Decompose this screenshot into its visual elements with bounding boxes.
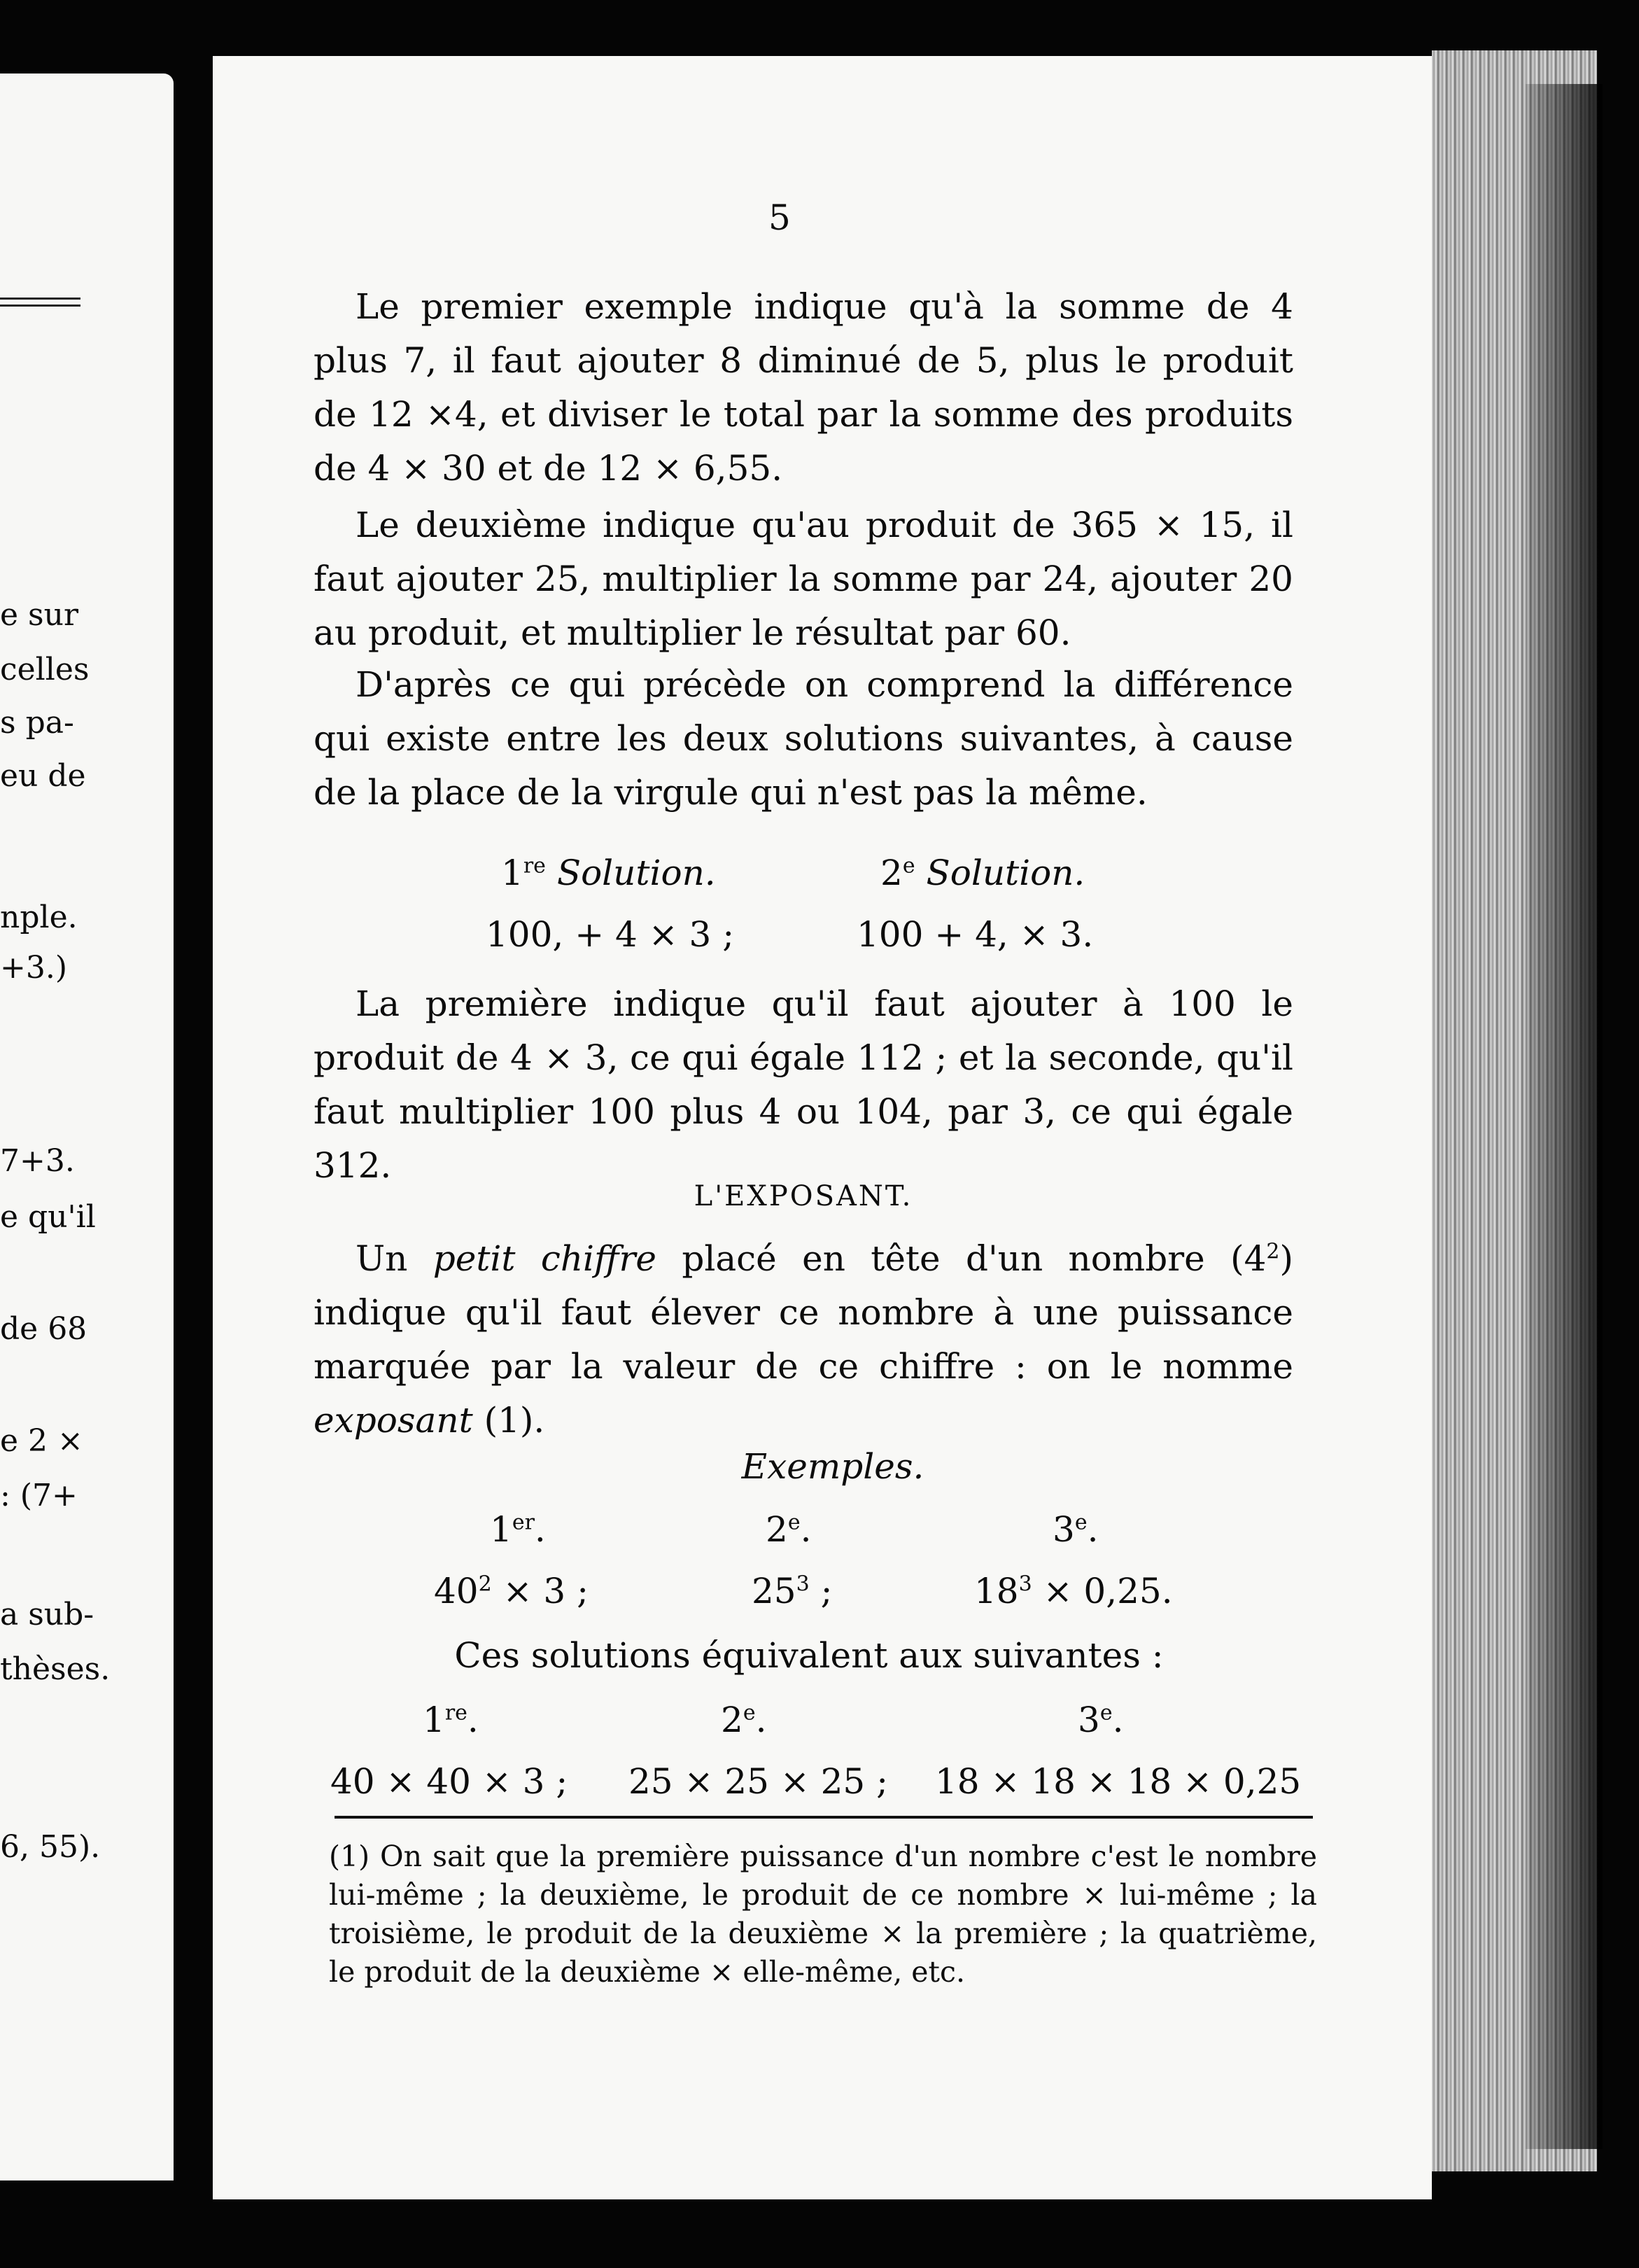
equivalent-1-label: 1re.: [423, 1700, 479, 1740]
example-2-label: 2e.: [766, 1509, 812, 1550]
left-page-line: celles: [0, 652, 90, 687]
paragraph-first-indicates: La première indique qu'il faut ajouter à 100 le produit de 4 × 3, ce qui égale 112 ; et la seconde, qu'il faut multiplier 100 plus 4 ou 104, par 3, ce qui égale 312.: [314, 983, 1293, 1186]
left-page-line: 7+3.: [0, 1143, 75, 1179]
left-page-line: a sub-: [0, 1597, 94, 1632]
left-page-line: thèses.: [0, 1651, 111, 1687]
left-page-line: eu de: [0, 758, 86, 794]
equivalent-intro: Ces solutions équivalent aux suivantes :: [454, 1635, 1164, 1676]
left-page-rule: [0, 298, 80, 300]
equivalent-2-expression: 25 × 25 × 25 ;: [628, 1761, 888, 1802]
example-1-label: 1er.: [490, 1509, 546, 1550]
paragraph-second-example: Le deuxième indique qu'au produit de 365 × 15, il faut ajouter 25, multiplier la somme par 24, ajouter 20 au produit, et multiplier le résultat par 60.: [314, 505, 1293, 653]
left-page-line: e qu'il: [0, 1199, 96, 1235]
left-page-line: s pa-: [0, 705, 74, 741]
paragraph-first-example: Le premier exemple indique qu'à la somme de 4 plus 7, il faut ajouter 8 diminué de 5, plus le produit de 12 ×4, et diviser le total par la somme des produits de 4 × 30 et de 12 × 6,55.: [314, 286, 1293, 489]
left-page-line: : (7+: [0, 1478, 78, 1513]
left-page-line: e 2 ×: [0, 1423, 83, 1459]
example-2-expression: $25^3$ ;: [752, 1571, 833, 1611]
footnote: (1) On sait que la première puissance d'un nombre c'est le nombre lui-même ; la deuxième, le produit de ce nombre × lui-même ; la troisième, le produit de la deuxième × la première ; la quatrième, le produit de la deuxième × elle-même, etc.: [329, 1840, 1317, 1989]
solution-1-expression: 100, + 4 × 3 ;: [486, 914, 735, 955]
solution-2-title: 2e Solution.: [880, 853, 1085, 893]
solution-1-title: 1re Solution.: [501, 853, 716, 893]
left-page-line: de 68: [0, 1311, 87, 1347]
paragraph-difference: D'après ce qui précède on comprend la différence qui existe entre les deux solutions suivantes, à cause de la place de la virgule qui n'est pas la même.: [314, 664, 1293, 813]
left-page-line: 6, 55).: [0, 1829, 101, 1865]
paragraph-exponent: Un petit chiffre placé en tête d'un nombre $(4^2)$ indique qu'il faut élever ce nombre à une puissance marquée par la valeur de ce chiffre : on le nomme exposant (1).: [314, 1238, 1294, 1441]
page-number: 5: [768, 197, 791, 238]
left-facing-page: [0, 74, 174, 2180]
left-page-line: e sur: [0, 597, 78, 633]
examples-title: Exemples.: [741, 1446, 924, 1487]
example-3-expression: $18^3 \times 0,25$.: [974, 1571, 1173, 1611]
left-page-line: +3.): [0, 950, 68, 986]
left-page-rule: [0, 304, 80, 307]
section-heading: L'EXPOSANT.: [694, 1180, 913, 1212]
equivalent-3-label: 3e.: [1078, 1700, 1124, 1740]
solution-2-expression: 100 + 4, × 3.: [857, 914, 1094, 955]
example-3-label: 3e.: [1053, 1509, 1099, 1550]
equivalent-3-expression: 18 × 18 × 18 × 0,25: [935, 1761, 1302, 1802]
equivalent-2-label: 2e.: [721, 1700, 767, 1740]
page-edge-shadow: [1526, 84, 1603, 2149]
equivalent-1-expression: 40 × 40 × 3 ;: [330, 1761, 568, 1802]
left-page-line: nple.: [0, 899, 78, 935]
example-1-expression: $40^2 \times 3$ ;: [434, 1571, 589, 1611]
footnote-rule: [335, 1816, 1313, 1819]
